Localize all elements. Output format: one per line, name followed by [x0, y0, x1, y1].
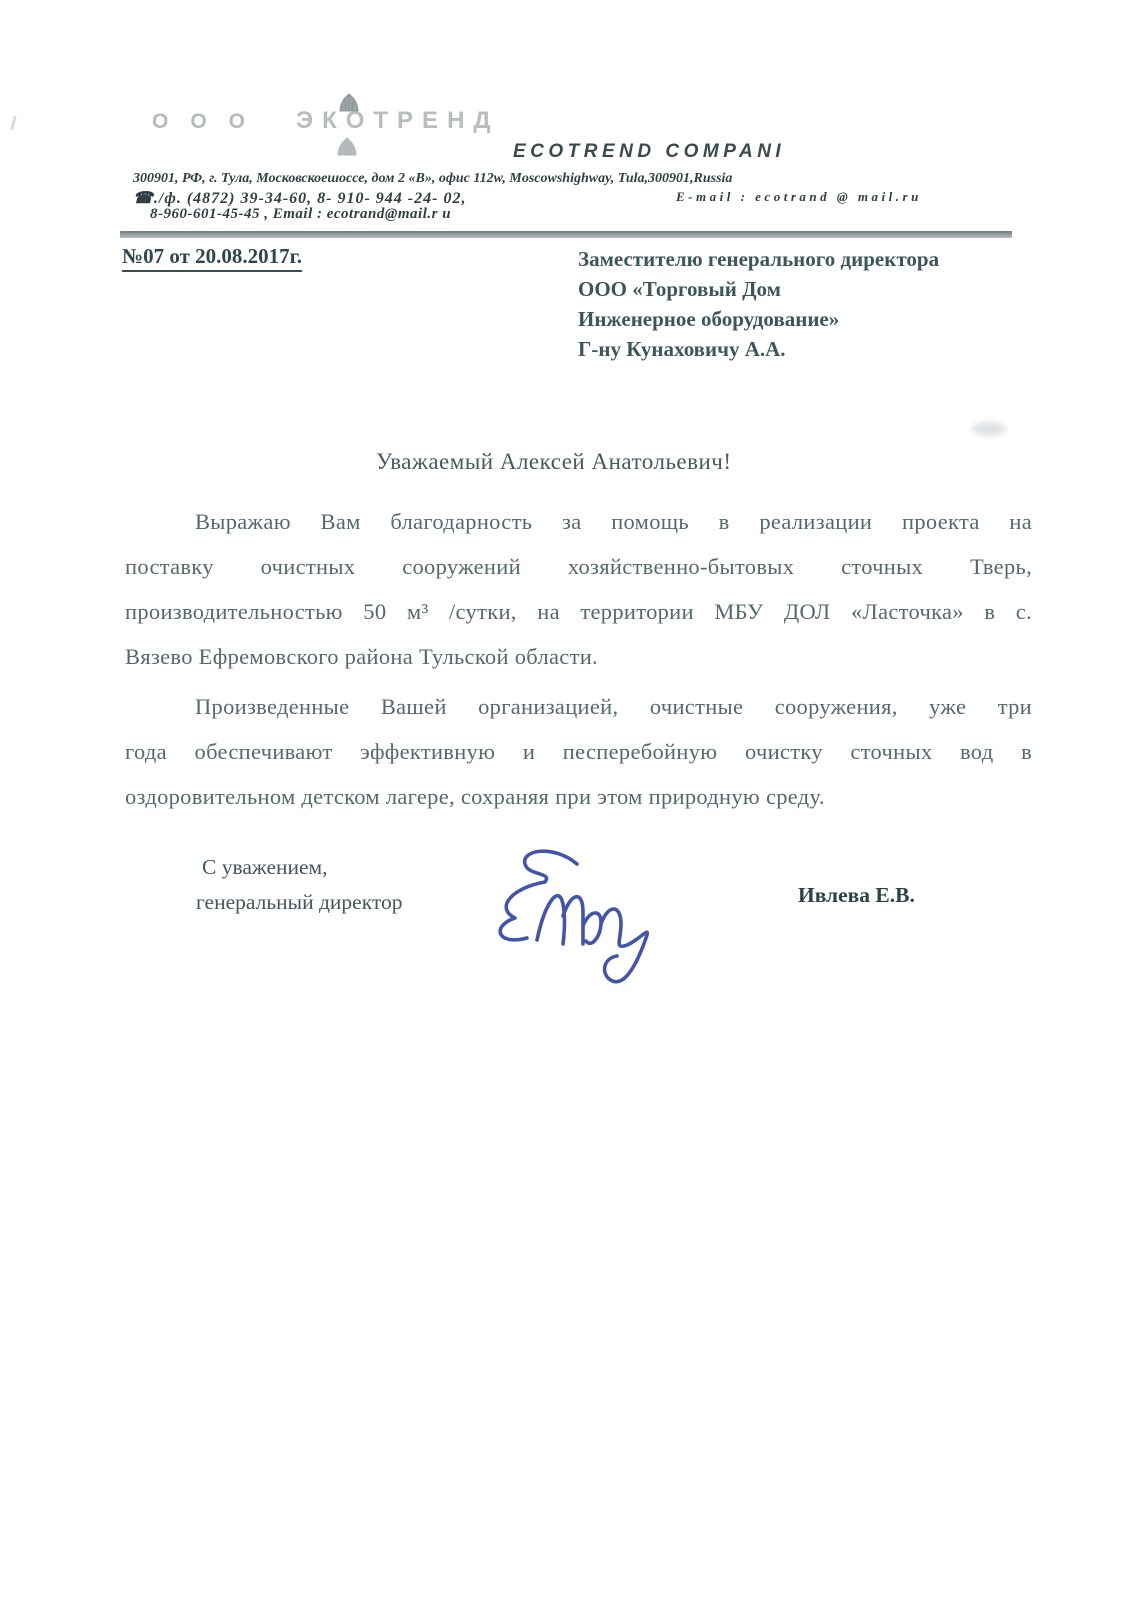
shell-icon	[334, 136, 360, 160]
body-paragraph2-line: оздоровительном детском лагере, сохраняя при этом природную среду.	[125, 784, 825, 809]
company-address: 300901, РФ, г. Тула, Московскоешоссе, дом 2 «В», офис 112w, Moscowshighway, Tula,300901,Russia	[133, 171, 733, 186]
closing-regards: С уважением,	[202, 855, 328, 879]
closing-position: генеральный директор	[196, 890, 403, 914]
logo-brand-text: ЭКОТРЕНД	[296, 107, 500, 134]
recipient-line: Г-ну Кунаховичу А.А.	[578, 337, 786, 361]
body-paragraph1-line: Выражаю Вам благодарность за помощь в реализации проекта на	[195, 509, 1032, 534]
body-paragraph2-line: года обеспечивают эффективную и песперебойную очистку сточных вод в	[125, 739, 1032, 764]
scan-smudge	[972, 422, 1006, 436]
recipient-block	[578, 244, 1048, 364]
header-divider-rule	[120, 231, 1012, 238]
salutation: Уважаемый Алексей Анатольевич!	[376, 449, 732, 474]
body-paragraph1-line: поставку очистных сооружений хозяйственно-бытовых сточных Тверь,	[125, 554, 1032, 579]
recipient-line: ООО «Торговый Дом	[578, 277, 781, 301]
reference-number-text: №07 от 20.08.2017г.	[122, 244, 302, 272]
email-line-right: E-mail : ecotrand @ mail.ru	[676, 189, 922, 204]
recipient-line: Заместителю генерального директора	[578, 247, 940, 271]
scan-artifact-mark	[10, 116, 16, 130]
phone-line-1: ☎./ф. (4872) 39-34-60, 8- 910- 944 -24- 02,	[133, 190, 467, 207]
handwritten-signature-icon	[465, 840, 735, 1000]
logo-ooo-text: ООО	[152, 110, 268, 133]
phone-line-2: 8-960-601-45-45 , Email : ecotrand@mail.r u	[150, 206, 452, 222]
signed-name: Ивлева Е.В.	[798, 883, 915, 907]
body-paragraph1-line: Вязево Ефремовского района Тульской области.	[125, 644, 598, 669]
company-name-en: ECOTREND COMPANI	[513, 141, 786, 162]
reference-number	[122, 244, 302, 269]
body-paragraph1-line: производительностью 50 м³ /сутки, на территории МБУ ДОЛ «Ласточка» в с.	[125, 599, 1032, 624]
recipient-line: Инженерное оборудование»	[578, 307, 840, 331]
body-paragraph2-line: Произведенные Вашей организацией, очистные сооружения, уже три	[195, 694, 1032, 719]
